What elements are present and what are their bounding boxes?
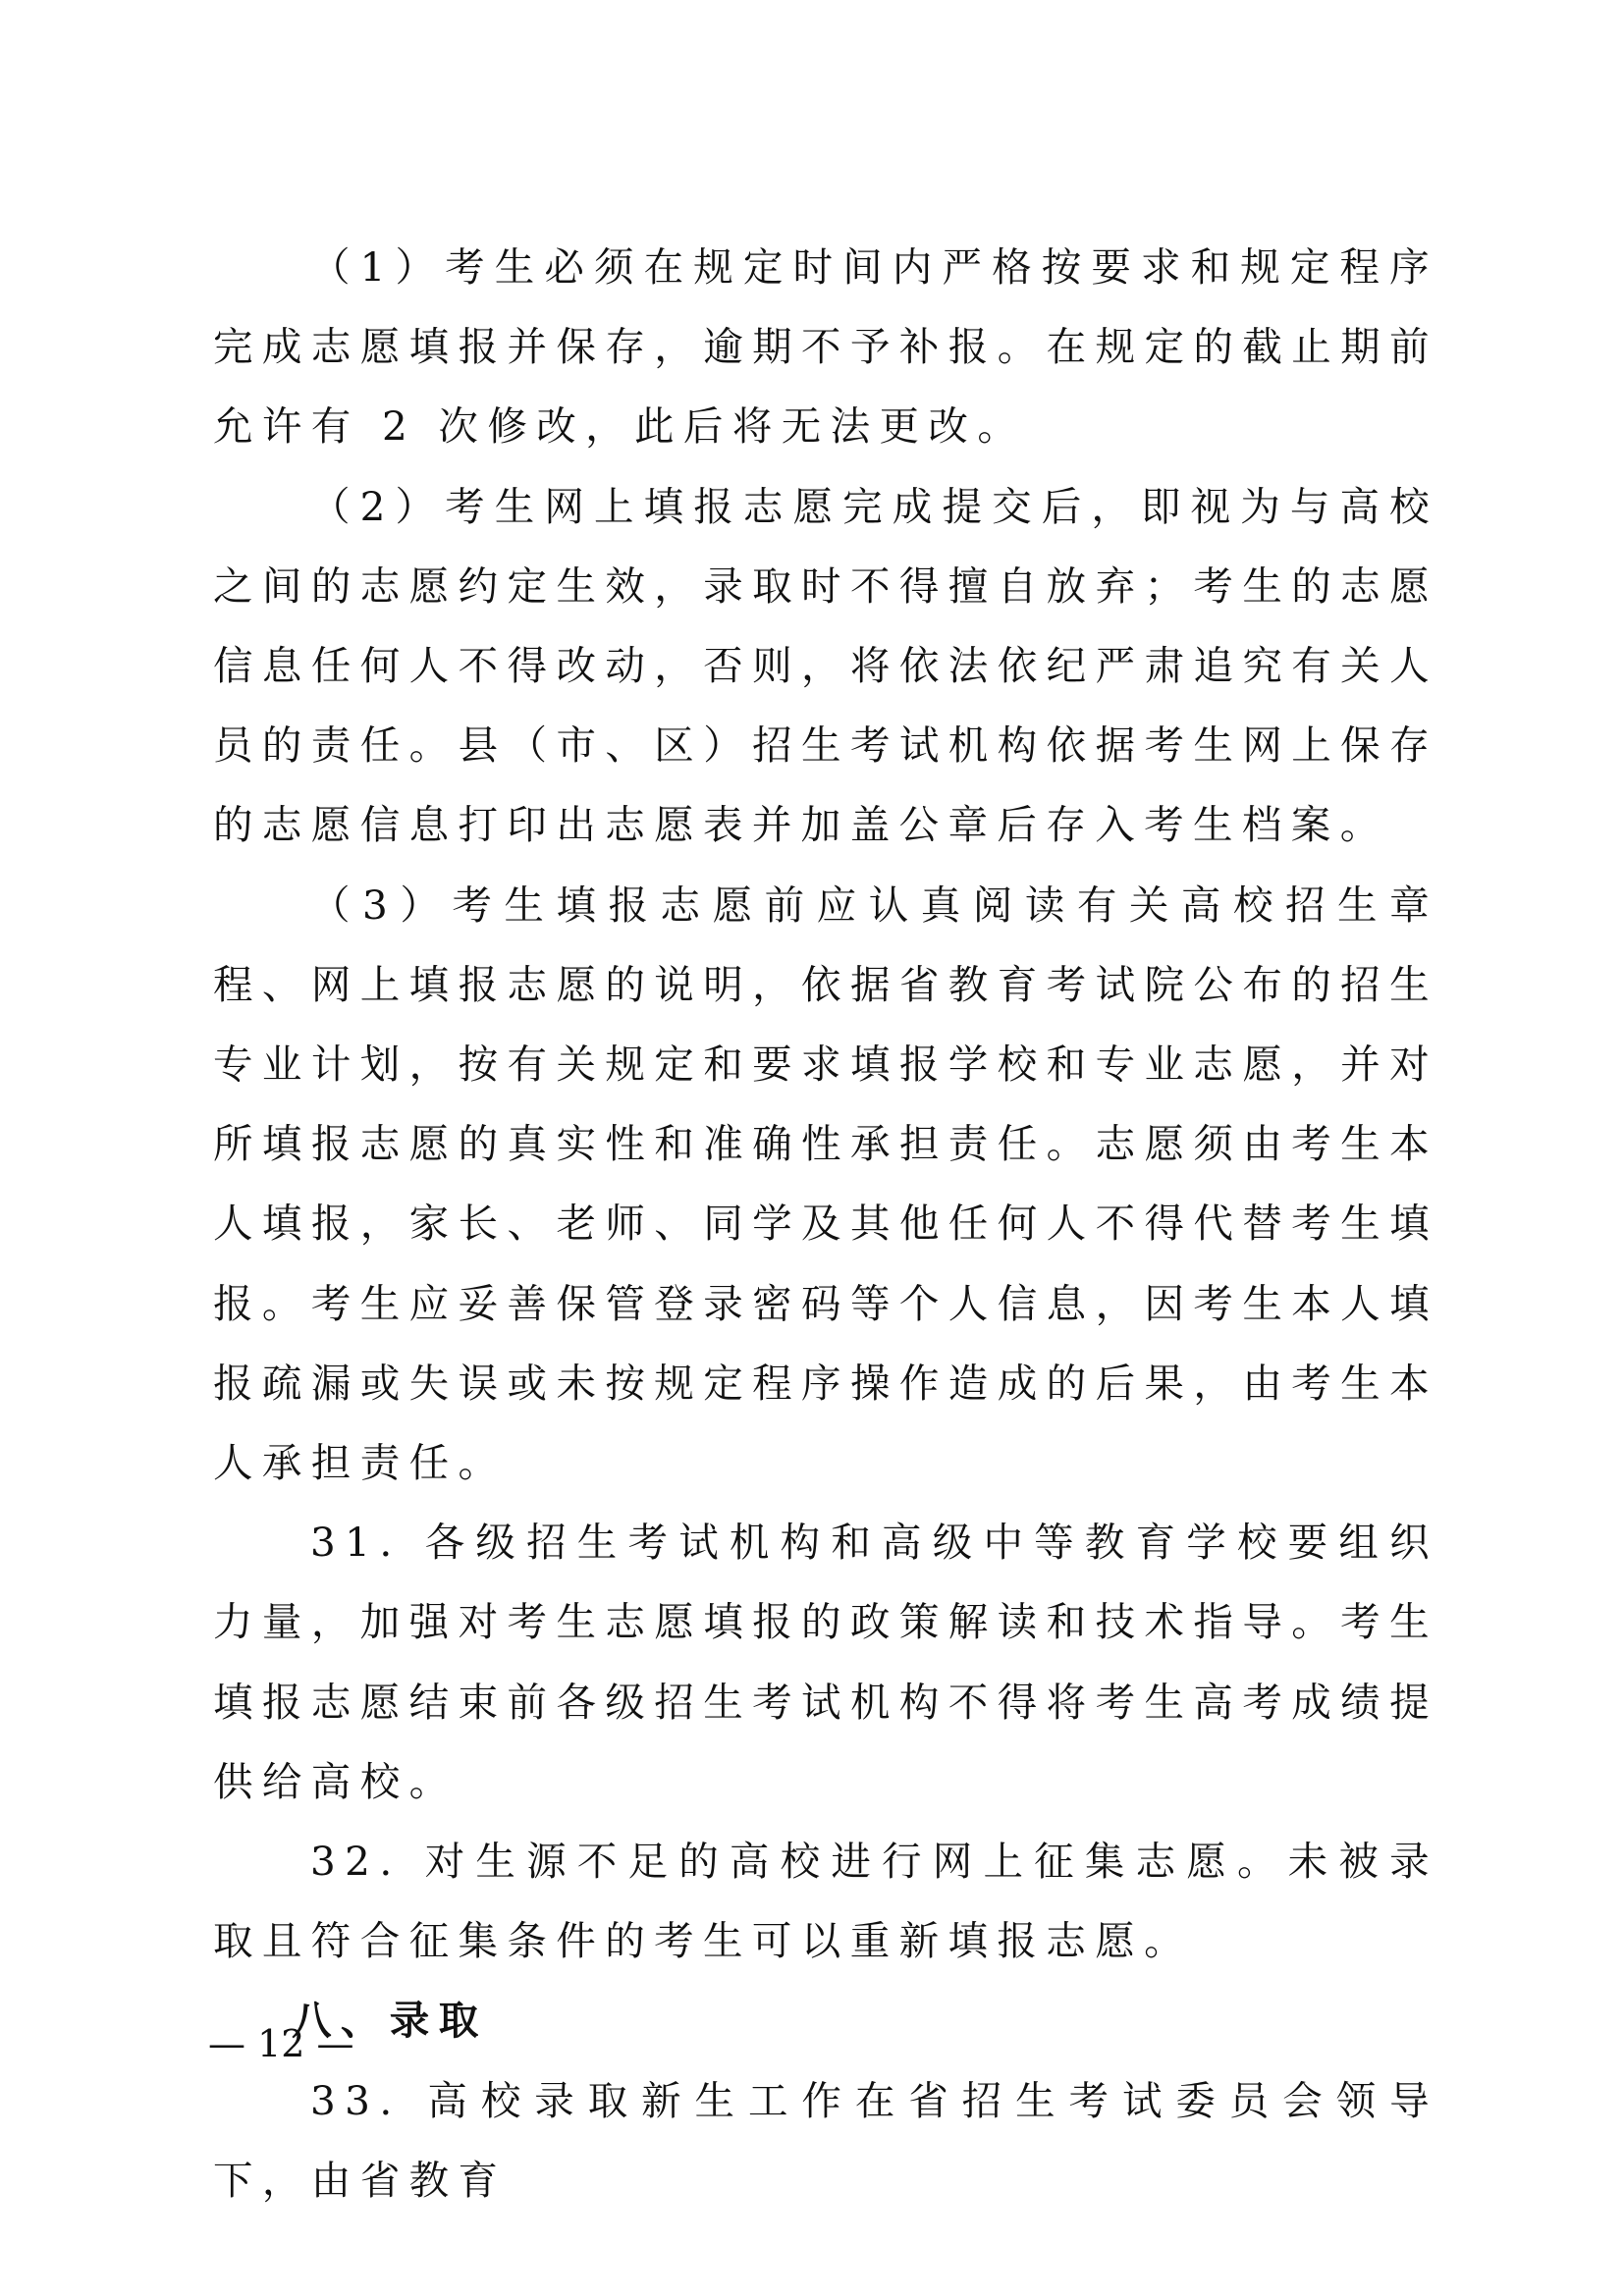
paragraph-31: 31. 各级招生考试机构和高级中等教育学校要组织力量，加强对考生志愿填报的政策解读和技术指导。考生填报志愿结束前各级招生考试机构不得将考生高考成绩提供给高校。 [213, 1519, 1438, 1805]
paragraph-3: （3）考生填报志愿前应认真阅读有关高校招生章程、网上填报志愿的说明，依据省教育考试院公布的招生专业计划，按有关规定和要求填报学校和专业志愿，并对所填报志愿的真实性和准确性承担责任。志愿须由考生本人填报，家长、老师、同学及其他任何人不得代替考生填报。考生应妥善保管登录密码等个人信息，因考生本人填报疏漏或失误或未按规定程序操作造成的后果，由考生本人承担责任。 [213, 881, 1438, 1487]
paragraph-33: 33. 高校录取新生工作在省招生考试委员会领导下，由省教育 [213, 2076, 1438, 2204]
paragraph-32: 32. 对生源不足的高校进行网上征集志愿。未被录取且符合征集条件的考生可以重新填报志愿。 [213, 1838, 1438, 1965]
paragraph-2: （2）考生网上填报志愿完成提交后，即视为与高校之间的志愿约定生效，录取时不得擅自放弃；考生的志愿信息任何人不得改动，否则，将依法依纪严肃追究有关人员的责任。县（市、区）招生考试机构依据考生网上保存的志愿信息打印出志愿表并加盖公章后存入考生档案。 [213, 482, 1438, 849]
paragraph-1: （1）考生必须在规定时间内严格按要求和规定程序完成志愿填报并保存，逾期不予补报。在规定的截止期前允许有 2 次修改，此后将无法更改。 [213, 243, 1438, 451]
page-number: — 12 — [208, 2022, 354, 2065]
document-body [213, 228, 1438, 2220]
section-heading: 八、录取 [292, 1997, 488, 2045]
